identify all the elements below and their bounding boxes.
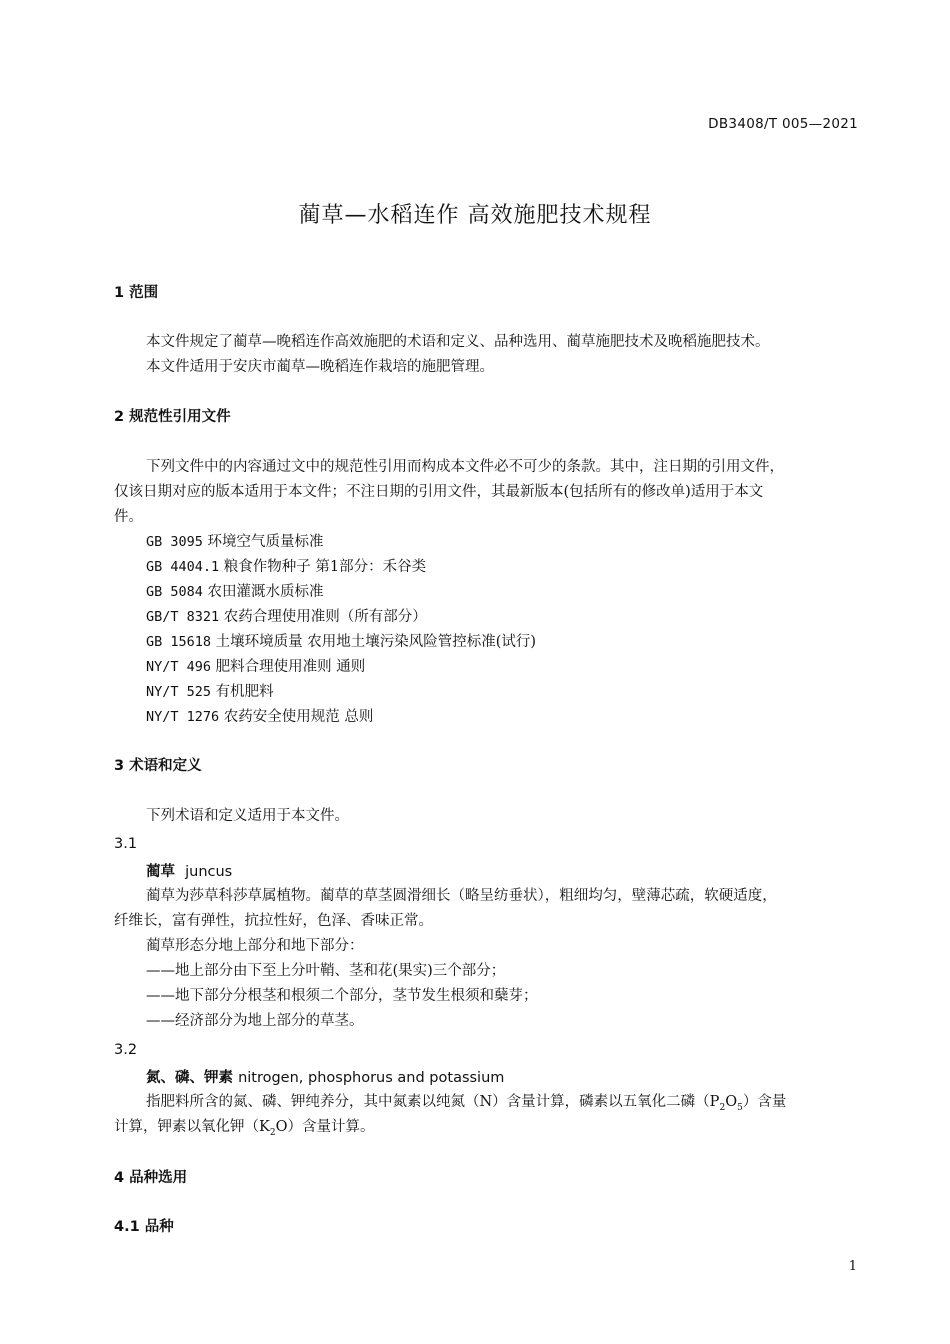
definition-text: O xyxy=(725,1094,738,1110)
reference-item xyxy=(146,555,426,576)
morphology-list-item: ——地上部分由下至上分叶鞘、茎和花(果实)三个部分； xyxy=(146,963,506,979)
section-4-1-heading: 4.1 品种 xyxy=(114,1219,174,1235)
reference-code: GB/T 8321 xyxy=(146,609,220,625)
term-number: 3.2 xyxy=(114,1042,138,1058)
morphology-intro: 蔺草形态分地上部分和地下部分： xyxy=(146,938,364,954)
reference-title: 有机肥料 xyxy=(215,684,274,700)
section-1-paragraph-2: 本文件适用于安庆市蔺草—晚稻连作栽培的施肥管理。 xyxy=(146,359,494,375)
reference-item xyxy=(146,530,324,551)
subscript: 2 xyxy=(269,1127,276,1138)
reference-code: NY/T 496 xyxy=(146,659,212,675)
section-2-intro-line-2: 仅该日期对应的版本适用于本文件；不注日期的引用文件，其最新版本(包括所有的修改单)适用于本文 xyxy=(114,484,764,500)
section-4-heading: 4 品种选用 xyxy=(114,1170,188,1186)
section-1-paragraph-1: 本文件规定了蔺草—晚稻连作高效施肥的术语和定义、品种选用、蔺草施肥技术及晚稻施肥技术。 xyxy=(146,334,770,350)
term-definition-line-1: 蔺草为莎草科莎草属植物。蔺草的草茎圆滑细长（略呈纺垂状），粗细均匀，壁薄芯疏，软硬适度， xyxy=(146,888,777,904)
reference-title: 环境空气质量标准 xyxy=(207,534,324,550)
reference-title: 农药合理使用准则（所有部分） xyxy=(223,609,427,625)
reference-code: GB 3095 xyxy=(146,534,203,550)
term-chinese: 氮、磷、钾素 xyxy=(146,1069,233,1086)
reference-code: GB 5084 xyxy=(146,584,203,600)
definition-text: 计算，钾素以氧化钾（K xyxy=(114,1119,270,1135)
section-2-intro-line-1: 下列文件中的内容通过文中的规范性引用而构成本文件必不可少的条款。其中，注日期的引用文件， xyxy=(146,459,784,475)
section-3-intro: 下列术语和定义适用于本文件。 xyxy=(146,808,349,824)
reference-code: GB 15618 xyxy=(146,634,212,650)
reference-title: 肥料合理使用准则 通则 xyxy=(215,659,366,675)
reference-item xyxy=(146,680,274,701)
document-title: 蔺草—水稻连作 高效施肥技术规程 xyxy=(298,203,652,228)
reference-item xyxy=(146,705,373,726)
reference-title: 农药安全使用规范 总则 xyxy=(223,709,374,725)
subscript: 2 xyxy=(719,1102,726,1113)
definition-text: O）含量计算。 xyxy=(275,1119,375,1135)
term-definition-line-2 xyxy=(114,1115,374,1138)
reference-code: GB 4404.1 xyxy=(146,559,220,575)
term-english: nitrogen, phosphorus and potassium xyxy=(238,1070,505,1086)
term-heading xyxy=(146,1066,504,1087)
reference-title: 粮食作物种子 第1部分：禾谷类 xyxy=(223,559,427,575)
section-2-heading: 2 规范性引用文件 xyxy=(114,409,231,425)
reference-item xyxy=(146,605,427,626)
term-definition-line-2: 纤维长，富有弹性，抗拉性好，色泽、香味正常。 xyxy=(114,913,433,929)
subscript: 5 xyxy=(737,1102,743,1113)
term-definition-line-1 xyxy=(146,1090,786,1113)
morphology-list-item: ——经济部分为地上部分的草茎。 xyxy=(146,1013,364,1029)
reference-item xyxy=(146,655,365,676)
term-english: juncus xyxy=(185,864,233,880)
term-number: 3.1 xyxy=(114,836,138,852)
section-3-heading: 3 术语和定义 xyxy=(114,758,202,774)
page-number: 1 xyxy=(848,1259,857,1274)
section-1-heading: 1 范围 xyxy=(114,285,159,301)
reference-title: 农田灌溉水质标准 xyxy=(207,584,324,600)
morphology-list-item: ——地下部分分根茎和根须二个部分，茎节发生根须和蘖芽； xyxy=(146,988,538,1004)
definition-text: ）含量 xyxy=(742,1094,787,1110)
reference-code: NY/T 1276 xyxy=(146,709,220,725)
reference-item xyxy=(146,630,536,651)
term-heading xyxy=(146,860,232,881)
term-chinese: 蔺草 xyxy=(146,863,175,880)
definition-text: 指肥料所含的氮、磷、钾纯养分，其中氮素以纯氮（N）含量计算，磷素以五氧化二磷（P xyxy=(146,1094,720,1110)
section-2-intro-line-3: 件。 xyxy=(114,509,143,525)
reference-code: NY/T 525 xyxy=(146,684,212,700)
document-code: DB3408/T 005—2021 xyxy=(708,116,858,132)
reference-item xyxy=(146,580,324,601)
reference-title: 土壤环境质量 农用地土壤污染风险管控标准(试行) xyxy=(215,634,537,650)
